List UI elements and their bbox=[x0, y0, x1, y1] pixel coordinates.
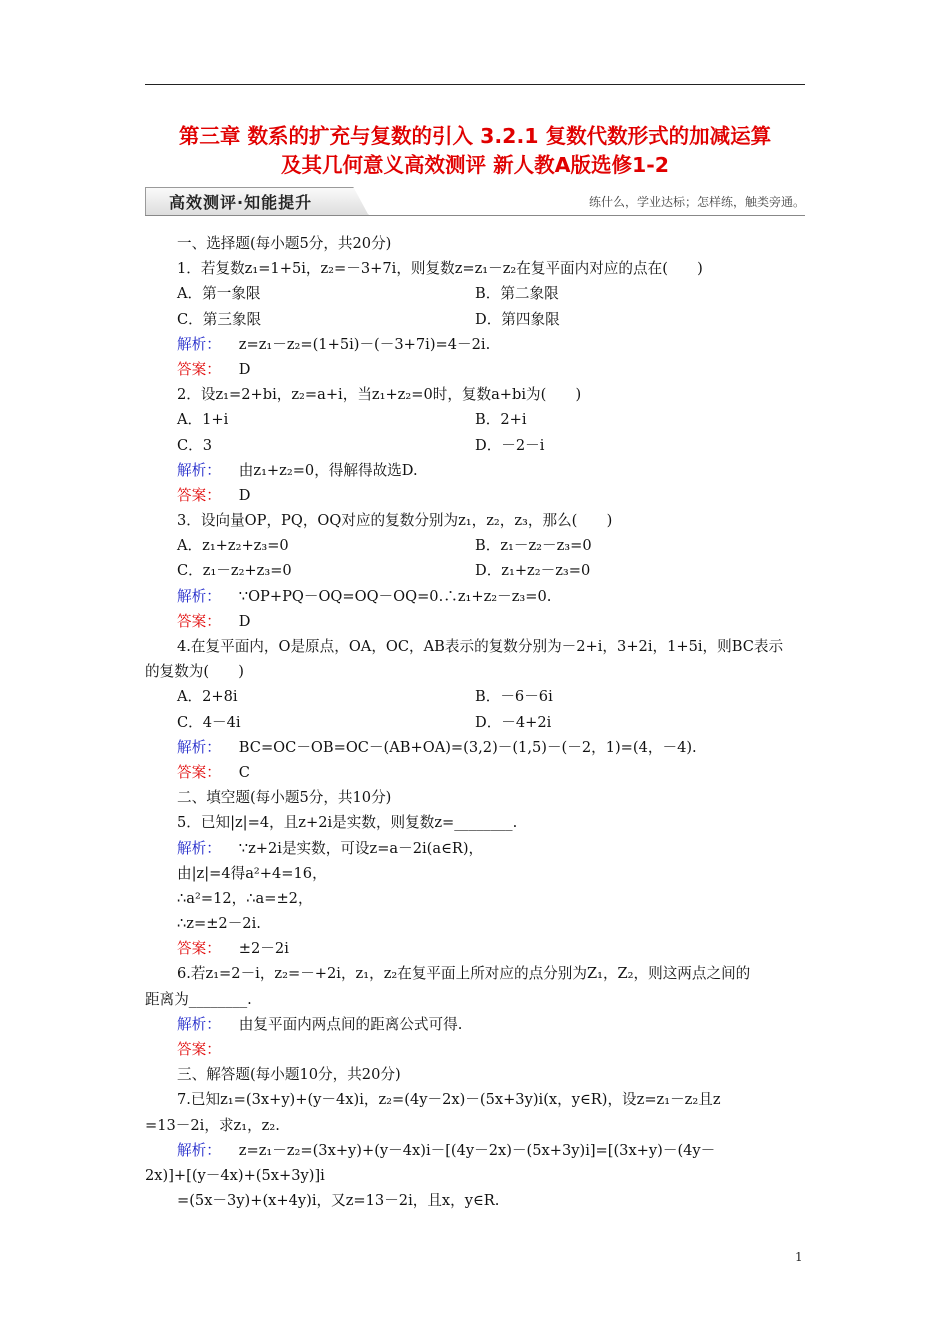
exercise-content bbox=[145, 231, 810, 1213]
answer-label: 答案： bbox=[177, 612, 221, 630]
choice-left: A．2+8i bbox=[177, 688, 238, 706]
solution-label: 解析： bbox=[177, 335, 221, 353]
banner-tab-label: 高效测评·知能提升 bbox=[169, 193, 313, 212]
solution-line bbox=[145, 332, 810, 357]
choice-left: C．4－4i bbox=[177, 713, 241, 731]
line-text: 5．已知|z|=4，且z+2i是实数，则复数z=________. bbox=[177, 814, 518, 832]
choice-right: B．－6－6i bbox=[475, 688, 553, 706]
answer-text: D bbox=[238, 486, 251, 504]
answer-label: 答案： bbox=[177, 360, 221, 378]
text-line bbox=[145, 810, 810, 835]
choice-right: B．2+i bbox=[475, 411, 527, 429]
solution-text: z=z₁－z₂=(3x+y)+(y－4x)i－[(4y－2x)－(5x+3y)i]=[(3x+y)－(4y－ bbox=[238, 1141, 716, 1159]
answer-label: 答案： bbox=[177, 763, 221, 781]
answer-line bbox=[145, 760, 810, 785]
line-text: 6.若z₁=2－i，z₂=－+2i，z₁，z₂在复平面上所对应的点分别为Z₁，Z₂，则这两点之间的 bbox=[177, 965, 751, 983]
line-text: ∴a²=12，∴a=±2， bbox=[177, 889, 313, 907]
answer-line bbox=[145, 936, 810, 961]
document-title bbox=[140, 122, 810, 180]
choice-left: C．第三象限 bbox=[177, 310, 262, 328]
header-rule bbox=[145, 84, 805, 85]
answer-line bbox=[145, 483, 810, 508]
line-text: 1．若复数z₁=1+5i，z₂=－3+7i，则复数z=z₁－z₂在复平面内对应的点在( ) bbox=[177, 260, 703, 278]
solution-line bbox=[145, 836, 810, 861]
solution-text: BC=OC－OB=OC－(AB+OA)=(3,2)－(1,5)－(－2，1)=(4，－4). bbox=[238, 738, 697, 756]
line-text: 由|z|=4得a²+4=16， bbox=[177, 864, 327, 882]
title-line-2: 及其几何意义高效测评 新人教A版选修1-2 bbox=[280, 153, 670, 177]
text-line bbox=[145, 886, 810, 911]
solution-line bbox=[145, 584, 810, 609]
solution-line bbox=[145, 458, 810, 483]
solution-label: 解析： bbox=[177, 1141, 221, 1159]
choice-right: D．－4+2i bbox=[475, 713, 552, 731]
line-text: 2．设z₁=2+bi，z₂=a+i，当z₁+z₂=0时，复数a+bi为( ) bbox=[177, 386, 582, 404]
text-line bbox=[145, 508, 810, 533]
solution-text: 由复平面内两点间的距离公式可得. bbox=[238, 1015, 463, 1033]
line-text: 3．设向量OP，PQ，OQ对应的复数分别为z₁，z₂，z₃，那么( ) bbox=[177, 512, 613, 530]
text-line bbox=[145, 1113, 810, 1138]
solution-label: 解析： bbox=[177, 738, 221, 756]
banner-underline bbox=[145, 215, 805, 216]
answer-line bbox=[145, 1037, 810, 1062]
line-text: 三、解答题(每小题10分，共20分) bbox=[177, 1066, 401, 1084]
answer-text: D bbox=[238, 612, 251, 630]
choice-left: A．第一象限 bbox=[177, 285, 261, 303]
text-line bbox=[145, 659, 810, 684]
answer-label: 答案： bbox=[177, 1041, 221, 1058]
choice-row bbox=[145, 684, 810, 709]
line-text: 二、填空题(每小题5分，共10分) bbox=[177, 789, 392, 807]
solution-text: 由z₁+z₂=0，得解得故选D. bbox=[238, 461, 418, 479]
line-text: =13－2i，求z₁，z₂. bbox=[145, 1116, 280, 1134]
answer-text: ±2－2i bbox=[238, 940, 289, 958]
text-line bbox=[145, 382, 810, 407]
solution-text: z=z₁－z₂=(1+5i)－(－3+7i)=4－2i. bbox=[238, 335, 491, 353]
solution-label: 解析： bbox=[177, 839, 221, 857]
solution-label: 解析： bbox=[177, 587, 221, 605]
choice-right: D．z₁+z₂－z₃=0 bbox=[475, 562, 591, 580]
answer-label: 答案： bbox=[177, 940, 221, 958]
text-line bbox=[145, 634, 810, 659]
line-text: 距离为________. bbox=[145, 990, 252, 1008]
choice-right: B．第二象限 bbox=[475, 285, 559, 303]
answer-text: C bbox=[238, 763, 250, 781]
answer-label: 答案： bbox=[177, 486, 221, 504]
title-line-1: 第三章 数系的扩充与复数的引入 3.2.1 复数代数形式的加减运算 bbox=[178, 124, 772, 148]
text-line bbox=[145, 911, 810, 936]
text-line bbox=[145, 1188, 810, 1213]
choice-left: A．z₁+z₂+z₃=0 bbox=[177, 537, 289, 555]
choice-row bbox=[145, 433, 810, 458]
choice-row bbox=[145, 558, 810, 583]
line-text: ∴z=±2－2i. bbox=[177, 915, 261, 933]
text-line bbox=[145, 861, 810, 886]
solution-line bbox=[145, 735, 810, 760]
solution-line bbox=[145, 1138, 810, 1163]
choice-right: D．－2－i bbox=[475, 436, 545, 454]
line-text: 的复数为( ) bbox=[145, 663, 244, 681]
text-line bbox=[145, 1062, 810, 1087]
choice-left: C．3 bbox=[177, 436, 213, 454]
text-line bbox=[145, 961, 810, 986]
choice-row bbox=[145, 407, 810, 432]
banner-slogan: 练什么，学业达标；怎样练，触类旁通。 bbox=[588, 195, 805, 209]
answer-line bbox=[145, 357, 810, 382]
text-line bbox=[145, 1087, 810, 1112]
choice-row bbox=[145, 281, 810, 306]
choice-left: C．z₁－z₂+z₃=0 bbox=[177, 562, 292, 580]
line-text: 2x)]+[(y－4x)+(5x+3y)]i bbox=[145, 1166, 325, 1184]
text-line bbox=[145, 987, 810, 1012]
choice-right: D．第四象限 bbox=[475, 310, 560, 328]
solution-text: ∵OP+PQ－OQ=OQ－OQ=0.∴z₁+z₂－z₃=0. bbox=[238, 587, 552, 605]
choice-right: B．z₁－z₂－z₃=0 bbox=[475, 537, 592, 555]
choice-left: A．1+i bbox=[177, 411, 229, 429]
line-text: 一、选择题(每小题5分，共20分) bbox=[177, 235, 392, 252]
text-line bbox=[145, 231, 810, 256]
line-text: 7.已知z₁=(3x+y)+(y－4x)i，z₂=(4y－2x)－(5x+3y)i(x，y∈R)，设z=z₁－z₂且z bbox=[177, 1091, 721, 1109]
page-number: 1 bbox=[795, 1250, 803, 1264]
choice-row bbox=[145, 307, 810, 332]
line-text: 4.在复平面内，O是原点，OA，OC，AB表示的复数分别为－2+i，3+2i，1+5i，则BC表示 bbox=[177, 638, 784, 655]
answer-text: D bbox=[238, 360, 251, 378]
choice-row bbox=[145, 533, 810, 558]
section-banner bbox=[145, 187, 805, 217]
solution-line bbox=[145, 1012, 810, 1037]
choice-row bbox=[145, 710, 810, 735]
text-line bbox=[145, 1163, 810, 1188]
solution-text: ∵z+2i是实数，可设z=a－2i(a∈R)， bbox=[238, 839, 484, 857]
text-line bbox=[145, 785, 810, 810]
solution-label: 解析： bbox=[177, 1015, 221, 1033]
answer-line bbox=[145, 609, 810, 634]
text-line bbox=[145, 256, 810, 281]
line-text: =(5x－3y)+(x+4y)i，又z=13－2i，且x，y∈R. bbox=[177, 1192, 500, 1210]
solution-label: 解析： bbox=[177, 461, 221, 479]
